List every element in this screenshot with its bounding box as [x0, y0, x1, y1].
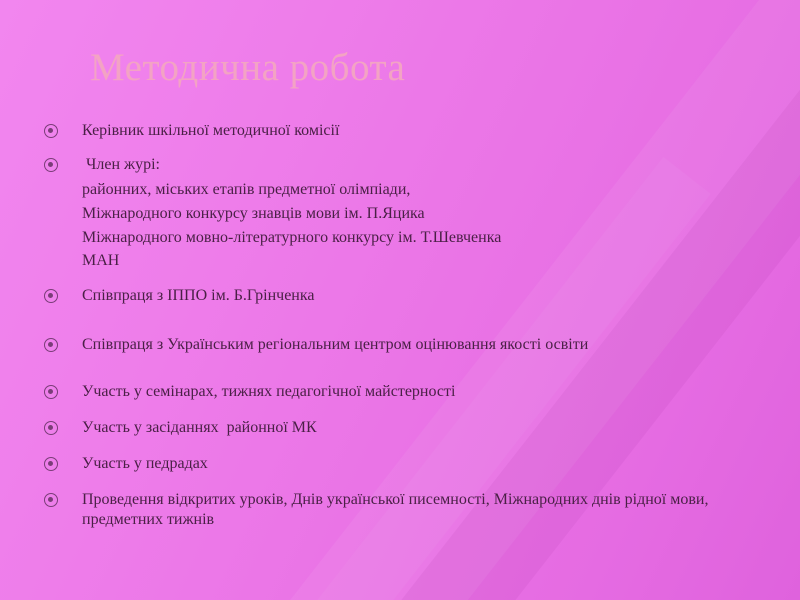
bullet-text: Міжнародного конкурсу знавців мови ім. П.Яцика: [82, 205, 425, 222]
bullet-item: [44, 382, 734, 402]
missing-glyph-icon: [44, 207, 58, 221]
bullet-item: [44, 335, 734, 355]
bullet-item: [44, 490, 734, 530]
bullet-item: [44, 286, 734, 306]
circle-bullet-icon: [44, 385, 58, 399]
bullet-text: Співпраця з Українським регіональним центром оцінювання якості освіти: [82, 336, 589, 353]
bullet-text: Участь у педрадах: [82, 455, 208, 472]
bullet-text: Участь у семінарах, тижнях педагогічної майстерності: [82, 383, 456, 400]
bullet-item: [44, 418, 734, 438]
bullet-item: [44, 155, 734, 175]
circle-bullet-icon: [44, 158, 58, 172]
bullet-item: [44, 251, 734, 271]
bullet-text: Керівник шкільної методичної комісії: [82, 122, 340, 139]
circle-bullet-icon: [44, 457, 58, 471]
circle-bullet-icon: [44, 289, 58, 303]
bullet-item: [44, 454, 734, 474]
bullet-item: [44, 228, 734, 248]
bullet-text: Проведення відкритих уроків, Днів української писемності, Міжнародних днів рідної мови, предметних тижнів: [82, 491, 709, 528]
bullet-text: МАН: [82, 252, 120, 269]
missing-glyph-icon: [44, 254, 58, 268]
circle-bullet-icon: [44, 124, 58, 138]
bullet-item: [44, 180, 734, 200]
missing-glyph-icon: [44, 231, 58, 245]
circle-bullet-icon: [44, 493, 58, 507]
missing-glyph-icon: [44, 183, 58, 197]
circle-bullet-icon: [44, 338, 58, 352]
slide-title: Методична робота: [90, 46, 406, 89]
bullet-text: Співпраця з ІППО ім. Б.Грінченка: [82, 287, 315, 304]
bullet-item: [44, 121, 734, 141]
bullet-text: Участь у засіданнях районної МК: [82, 419, 317, 436]
circle-bullet-icon: [44, 421, 58, 435]
bullet-text: Міжнародного мовно-літературного конкурсу ім. Т.Шевченка: [82, 229, 502, 246]
bullet-text: Член журі:: [82, 156, 160, 173]
bullet-item: [44, 204, 734, 224]
bullet-text: районних, міських етапів предметної олімпіади,: [82, 181, 411, 198]
